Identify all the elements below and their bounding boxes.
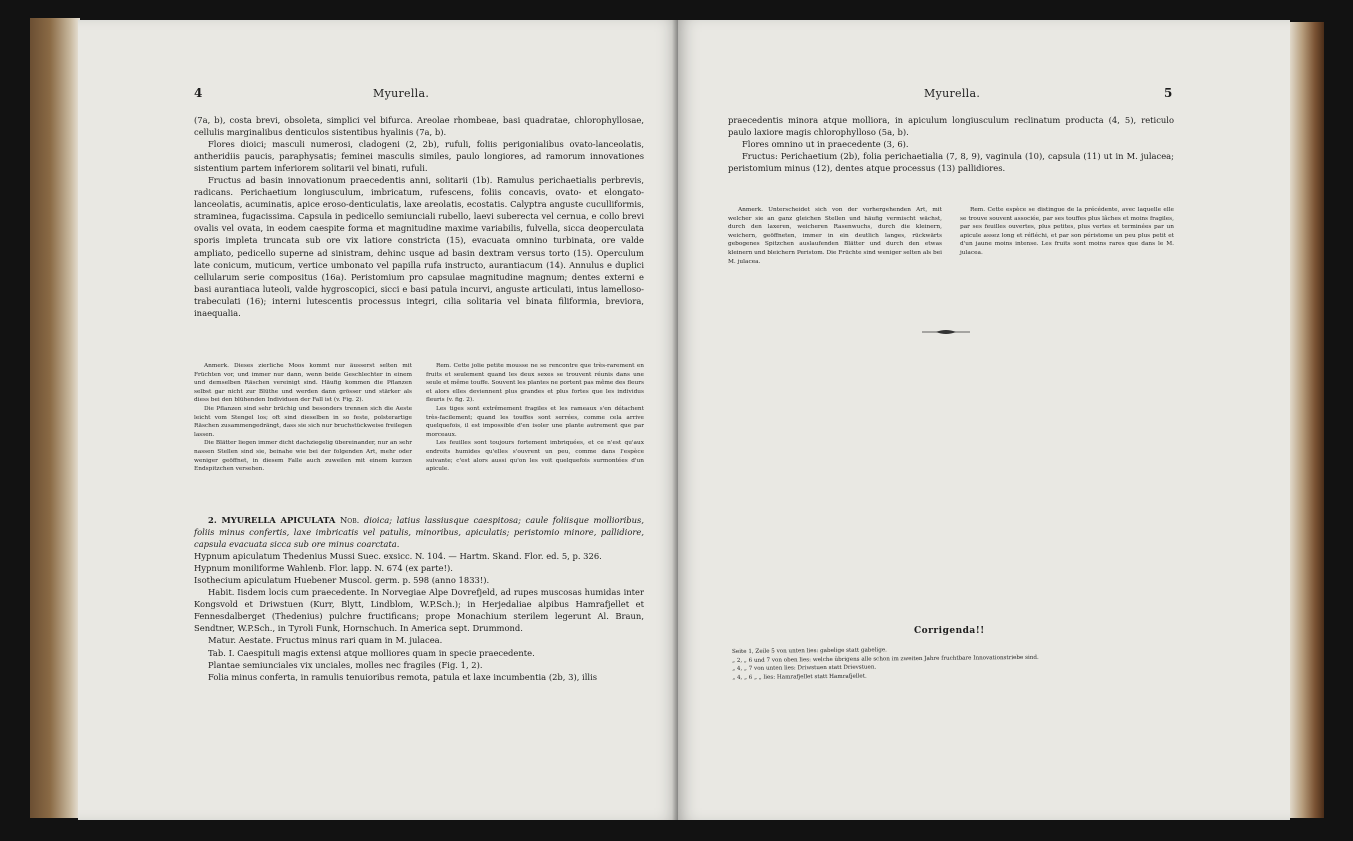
corrigenda-item: „ 2, „ 6 und 7 von oben lies: welche übrigens alle schon im zweiten Jahre fruchtbare Innovationstriebe sind. bbox=[732, 654, 1039, 664]
species-author: Nob. bbox=[339, 515, 360, 525]
paragraph: Flores dioici; masculi numerosi, cladogeni (2, 2b), rufuli, foliis perigonialibus ovato-lanceolatis, antheridiis paucis, paraphysatis; feminei masculis similes, paulo longiores, ad ramorum innovationes sistentium partem inferiorem solitarii vel binati, rufuli. bbox=[194, 139, 644, 174]
synonym: Hypnum moniliforme Wahlenb. Flor. lapp. N. 674 (ex parte!). bbox=[194, 563, 453, 574]
species-name: 2. MYURELLA APICULATA bbox=[208, 515, 336, 525]
note-paragraph: Rem. Cette espèce se distingue de la précédente, avec laquelle elle se trouve souvent associée, par ses touffes plus lâches et moins fragiles, par ses feuilles ouvertes, plus petites, plus vertes et terminées par un apicule assez long et réfléchi, et par son péristome un peu plus petit et d'un jaune moins intense. Les fruits sont moins rares que dans le M. julacea. bbox=[960, 207, 1174, 256]
right-page-stack-edge bbox=[1288, 22, 1324, 818]
page-number: 5 bbox=[1164, 86, 1173, 100]
note-paragraph: Les tiges sont extrêmement fragiles et les rameaux s'en détachent très-facilement; quand les touffes sont serrées, comme cela arrive quelquefois, il est impossible d'en isoler une plante autrement que par morceaux. bbox=[426, 405, 644, 438]
running-head: Myurella. bbox=[373, 87, 430, 100]
page-number: 4 bbox=[194, 86, 203, 100]
corrigenda-list bbox=[732, 643, 1252, 683]
description-text bbox=[194, 114, 644, 319]
left-page-stack-edge bbox=[30, 18, 80, 818]
paragraph: Flores omnino ut in praecedente (3, 6). bbox=[742, 139, 909, 150]
corrigenda-item: „ 4, „ 6 „ „ lies: Hamrafjellet statt Hamrafjellet. bbox=[732, 673, 867, 681]
note-paragraph: Die Pflanzen sind sehr brüchig und besonders trennen sich die Aeste leicht vom Stengel los; oft sind dieselben in so feste, polsterartige Räschen zusammengedrängt, dass sie sich nur bruchstückweise freilegen lassen. bbox=[194, 405, 412, 438]
corrigenda-item: „ 4, „ 7 von unten lies: Driwstuen statt Drievstuen. bbox=[732, 664, 877, 673]
corrigenda-item: Seite 1, Zeile 5 von unten lies: gabelige statt gabelige. bbox=[732, 647, 887, 655]
note-paragraph: Rem. Cette jolie petite mousse ne se rencontre que très-rarement en fruits et seulement quand les deux sexes se trouvent réunis dans une seule et même touffe. Souvent les plantes ne portent pas même des fleurs et alors elles deviennent plus grandes et plus fortes que les individus fleuris (v. fig. 2). bbox=[426, 363, 644, 404]
corrigenda-title: Corrigenda!! bbox=[914, 626, 985, 636]
species-heading bbox=[194, 514, 644, 550]
species-section bbox=[194, 514, 644, 683]
paragraph: Fructus ad basin innovationum praecedentis anni, solitarii (1b). Ramulus perichaetialis perbrevis, radicans. Perichaetium longiusculum, imbricatum, rufescens, foliis concavis, ovato- et elongato-lanceolatis, acuminatis, apice eroso-denticulatis, laxe areolatis, ecostatis. Calyptra anguste cuculliformis, straminea, fugacissima. Capsula in pedicello semiunciali rubello, laevi suberecta vel cernua, e collo brevi ovalis vel ovata, in eodem caespite forma et magnitudine maxime variabilis, fulvella, sicca deoperculata sporis impleta truncata sub ore vix latiore constricta (15), evacuata omnino turbinata, ore valde ampliato, pedicello superne ad sinistram, dehinc usque ad basin dextram versus torto (15). Operculum late conicum, muticum, vertice umbonato vel papilla rufa instructo, aurantiacum (14). Annulus e duplici cellularum serie compositus (16a). Peristomium pro capsulae magnitudine magnum; dentes externi e basi aurantiaca luteoli, valde hygroscopici, sicci e basi patula incurvi, anguste articulati, intus lamelloso-trabeculati (16); interni lutescentis processus integri, cilia solitaria vel binata filiformia, breviora, inaequalia. bbox=[194, 175, 644, 318]
habitat-paragraph: Plantae semiunciales vix unciales, molles nec fragiles (Fig. 1, 2). bbox=[208, 659, 483, 670]
synonym: Hypnum apiculatum Thedenius Mussi Suec. exsicc. N. 104. — Hartm. Skand. Flor. ed. 5, p. 326. bbox=[194, 551, 602, 562]
paragraph: praecedentis minora atque molliora, in apiculum longiusculum reclinatum producta (4, 5), reticulo paulo laxiore magis chlorophylloso (5a, b). bbox=[728, 115, 1174, 138]
paragraph: (7a, b), costa brevi, obsoleta, simplici vel bifurca. Areolae rhombeae, basi quadratae, chlorophyllosae, cellulis marginalibus denticulos sistentibus hyalinis (7a, b). bbox=[194, 115, 644, 138]
note-paragraph: Anmerk. Dieses zierliche Moos kommt nur äusserst selten mit Früchten vor, und immer nur dann, wenn beide Geschlechter in einem und demselben Räschen vereinigt sind. Häufig kommen die Pflanzen selbst gar nicht zur Blüthe und werden dann grösser und stärker als diess bei den blühenden Individuen der Fall ist (v. Fig. 2). bbox=[194, 363, 412, 404]
habitat-paragraph: Folia minus conferta, in ramulis tenuioribus remota, patula et laxe incumbentia (2b, 3), illis bbox=[208, 671, 598, 682]
description-text bbox=[728, 114, 1174, 174]
synonym: Isothecium apiculatum Huebener Muscol. germ. p. 598 (anno 1833!). bbox=[194, 575, 490, 586]
habitat-paragraph: Habit. Iisdem locis cum praecedente. In Norvegiae Alpe Dovrefjeld, ad rupes muscosas humidas inter Kongsvold et Driwstuen (Kurr, Blytt, Lindblom, W.P.Sch.); in Herjedaliae alpibus Hamrafjellet et Fennesdalberget (Thedenius) pulchre fructificans; prope Monachium sterilem legerunt Al. Braun, Sendtner, W.P.Sch., in Tyroli Funk, Hornschuch. In America sept. Drummond. bbox=[194, 587, 644, 634]
habitat-paragraph: Tab. I. Caespituli magis extensi atque molliores quam in specie praecedente. bbox=[208, 647, 535, 658]
paragraph: Fructus: Perichaetium (2b), folia perichaetialia (7, 8, 9), vaginula (10), capsula (11) ut in M. julacea; peristomium minus (12), dentes atque processus (13) pallidiores. bbox=[728, 151, 1174, 174]
note-paragraph: Les feuilles sont toujours fortement imbriquées, et ce n'est qu'aux endroits humides qu'elles s'ouvrent un peu, comme dans l'espèce suivante; c'est alors aussi qu'on les voit quelquefois surmontées d'un apicule. bbox=[426, 440, 644, 473]
note-paragraph: Anmerk. Unterscheidet sich von der vorhergehenden Art, mit welcher sie an ganz gleichen Stellen und häufig vermischt wächst, durch den laxeren, weicheren Rasenwuchs, durch die kleinern, weichern, geöffneten, immer in ein deutlich langes, rückwärts gebogenes Spitzchen auslaufenden Blätter und durch den etwas kleinern und bleichern Peristom. Die Früchte sind weniger selten als bei M. julacea. bbox=[728, 207, 942, 265]
note-paragraph: Die Blätter liegen immer dicht dachziegelig übereinander, nur an sehr nassen Stellen sind sie, beinahe wie bei der folgenden Art, mehr oder weniger geöffnet, in diesem Falle auch zuweilen mit einem kurzen Endspitzchen versehen. bbox=[194, 440, 412, 473]
note-german bbox=[728, 206, 942, 266]
note-french bbox=[960, 206, 1174, 258]
species-diagnosis: dioica; latius lassiusque caespitosa; caule foliisque mollioribus, foliis minus confertis, laxe imbricatis vel patulis, minoribus, apiculatis; peristomio minore, pallidiore, capsula evacuata sicca sub ore minus coarctata. bbox=[194, 515, 644, 550]
running-head: Myurella. bbox=[924, 87, 981, 100]
note-german bbox=[194, 362, 412, 474]
note-french bbox=[426, 362, 644, 474]
ornament-divider bbox=[922, 328, 970, 336]
right-page bbox=[678, 20, 1290, 820]
habitat-paragraph: Matur. Aestate. Fructus minus rari quam in M. julacea. bbox=[208, 635, 443, 646]
left-page bbox=[78, 20, 678, 820]
